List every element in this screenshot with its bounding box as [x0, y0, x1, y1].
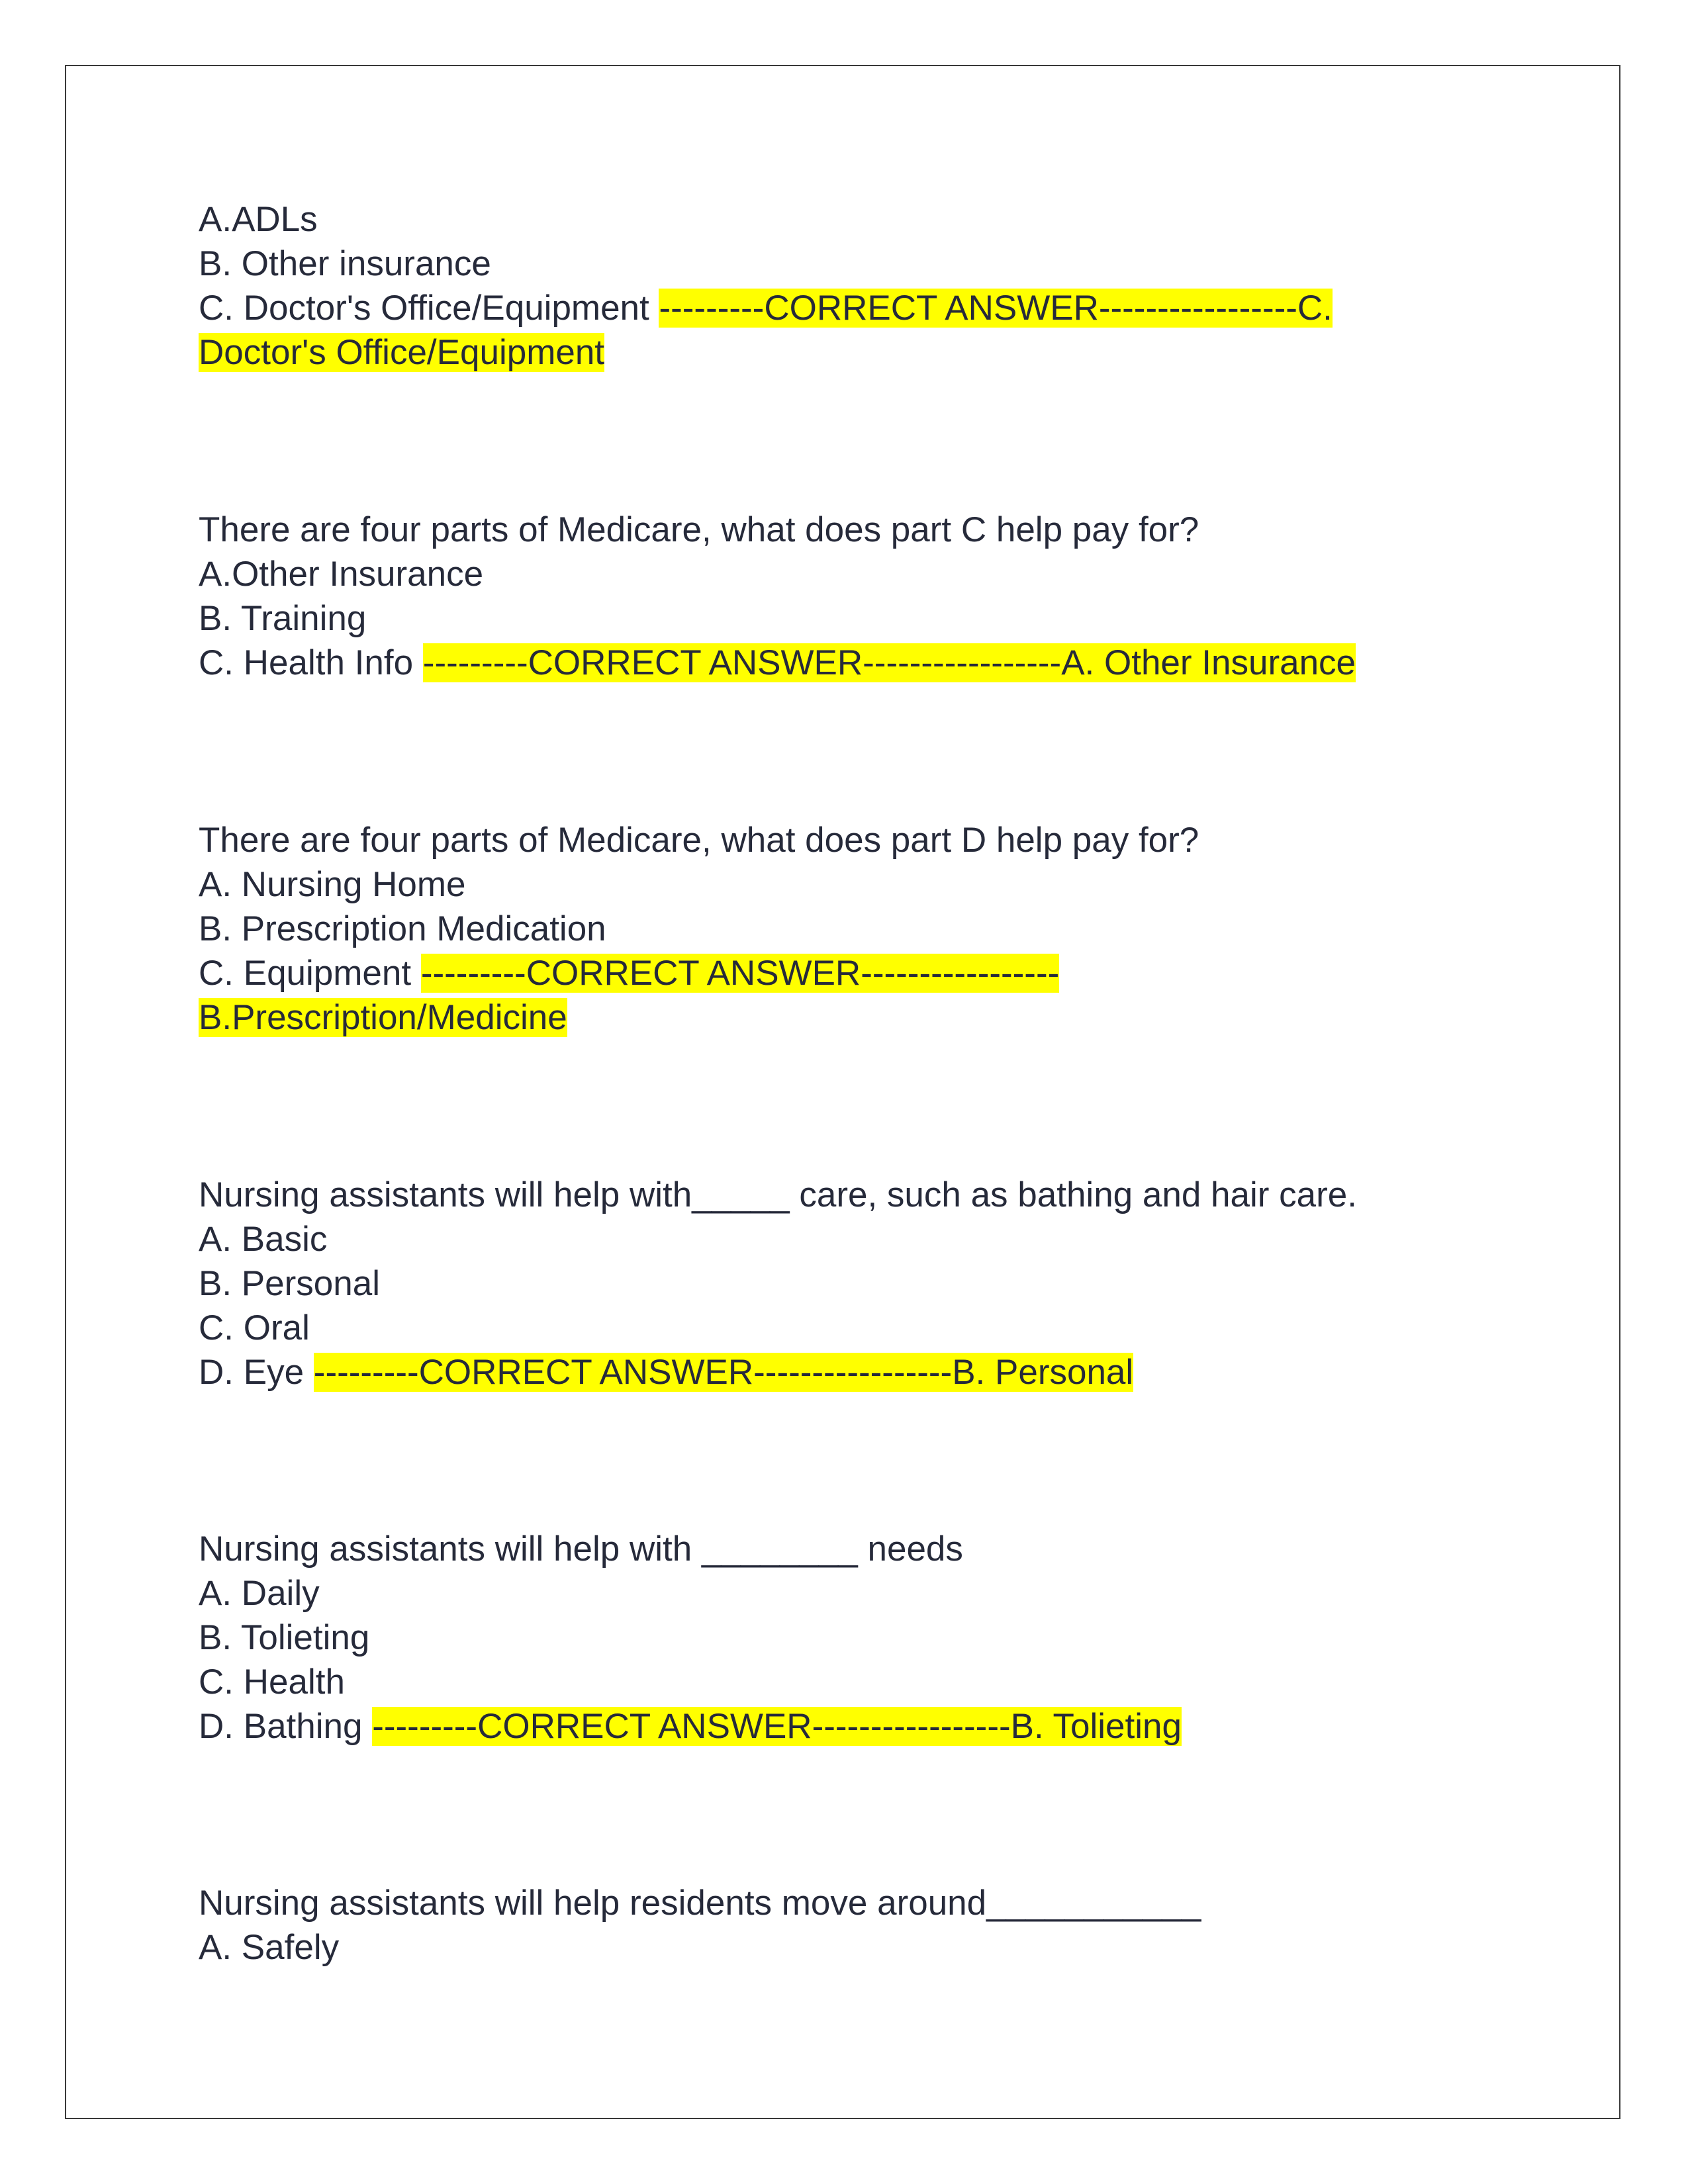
option-line: B. Tolieting — [199, 1618, 370, 1657]
correct-answer-highlight: ---------CORRECT ANSWER-----------------C. — [659, 289, 1333, 328]
question-block-4 — [199, 1173, 1509, 1394]
last-option: C. Doctor's Office/Equipment — [199, 289, 649, 328]
option-line: B. Prescription Medication — [199, 909, 606, 948]
correct-answer-highlight: B.Prescription/Medicine — [199, 998, 567, 1037]
spacer — [199, 375, 1509, 508]
correct-answer-highlight: ---------CORRECT ANSWER-----------------B. Tolieting — [372, 1707, 1182, 1746]
last-option: C. Equipment — [199, 954, 412, 993]
question-block-3 — [199, 818, 1509, 1040]
answer-option-line — [199, 286, 1509, 330]
correct-answer-highlight: ---------CORRECT ANSWER-----------------B. Personal — [313, 1353, 1134, 1392]
correct-answer-highlight: ---------CORRECT ANSWER-----------------A. Other Insurance — [422, 643, 1356, 682]
spacer — [199, 1749, 1509, 1881]
spacer — [199, 1040, 1509, 1173]
option-line: A. Nursing Home — [199, 865, 466, 904]
correct-answer-highlight: ---------CORRECT ANSWER----------------- — [420, 954, 1060, 993]
question-block-2 — [199, 508, 1509, 685]
question-block-5 — [199, 1527, 1509, 1749]
answer-option-line — [199, 1704, 1509, 1749]
option-line: C. Health — [199, 1662, 345, 1702]
answer-continuation-line — [199, 995, 1509, 1040]
question-text: Nursing assistants will help with_____ care, such as bathing and hair care. — [199, 1175, 1357, 1214]
option-line: B. Personal — [199, 1264, 380, 1303]
option-line: A.ADLs — [199, 200, 318, 239]
last-option: D. Bathing — [199, 1707, 363, 1746]
question-text: Nursing assistants will help residents move around___________ — [199, 1884, 1201, 1923]
spacer — [199, 685, 1509, 818]
option-line: A. Basic — [199, 1220, 328, 1259]
last-option: C. Health Info — [199, 643, 414, 682]
option-line: A.Other Insurance — [199, 555, 484, 594]
answer-option-line — [199, 951, 1509, 995]
question-text: Nursing assistants will help with ________ needs — [199, 1529, 963, 1569]
answer-option-line — [199, 1350, 1509, 1394]
correct-answer-highlight: Doctor's Office/Equipment — [199, 333, 605, 372]
option-line: B. Other insurance — [199, 244, 491, 283]
spacer — [199, 1394, 1509, 1527]
question-text: There are four parts of Medicare, what does part D help pay for? — [199, 821, 1199, 860]
option-line: A. Daily — [199, 1574, 320, 1613]
last-option: D. Eye — [199, 1353, 305, 1392]
answer-continuation-line — [199, 330, 1509, 375]
option-line: C. Oral — [199, 1308, 310, 1347]
answer-option-line — [199, 641, 1509, 685]
option-line: A. Safely — [199, 1928, 340, 1967]
option-line: B. Training — [199, 599, 367, 638]
question-text: There are four parts of Medicare, what does part C help pay for? — [199, 510, 1199, 549]
document-content — [199, 197, 1509, 1970]
question-block-1 — [199, 197, 1509, 375]
question-block-6 — [199, 1881, 1509, 1970]
